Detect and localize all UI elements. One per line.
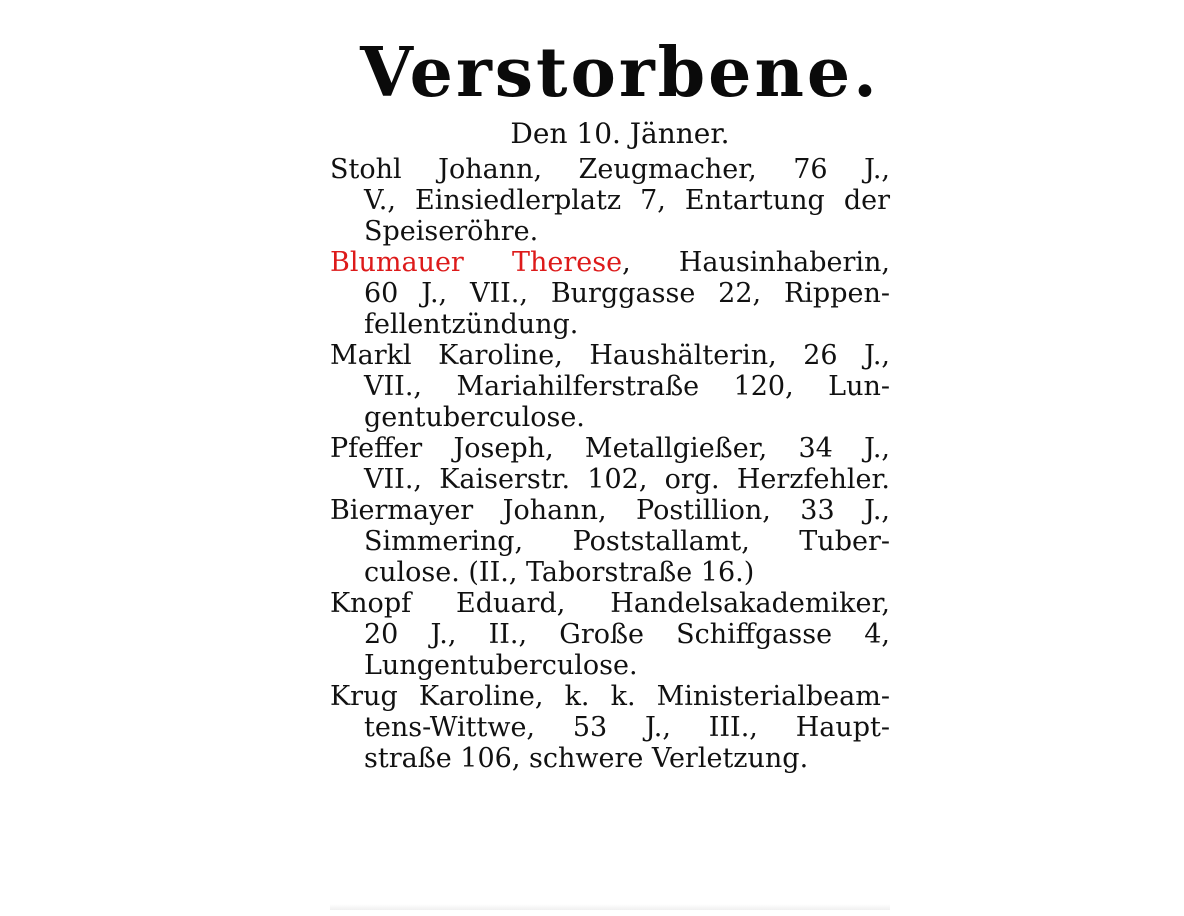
entry-name: Biermayer Johann [330, 495, 598, 526]
date-line: Den 10. Jänner. [510, 117, 730, 150]
death-notice-entry [330, 247, 890, 340]
death-notice-entry [330, 495, 890, 588]
entry-text: 60 J., VII., Burggasse 22, Rippen- [364, 278, 890, 309]
entry-name: Krug Karoline [330, 681, 535, 712]
entry-text: , Postillion, 33 J., [598, 495, 890, 526]
entry-first-line [330, 433, 890, 464]
entry-text: culose. (II., Taborstraße 16.) [364, 557, 755, 588]
entry-text: VII., Mariahilferstraße 120, Lun- [364, 371, 890, 402]
entry-name: Pfeffer Joseph [330, 433, 546, 464]
section-heading: Verstorbene. [360, 33, 880, 113]
entry-text: , Haushälterin, 26 J., [554, 340, 891, 371]
entry-text: 20 J., II., Große Schiffgasse 4, [364, 619, 890, 650]
newspaper-clipping [330, 30, 890, 910]
entry-first-line [330, 247, 890, 278]
entry-name: Knopf Eduard [330, 588, 557, 619]
entry-text: Lungentuberculose. [364, 650, 638, 681]
death-notice-entry [330, 433, 890, 495]
entry-first-line [330, 495, 890, 526]
entry-text: , Zeugmacher, 76 J., [533, 154, 891, 185]
entry-text: VII., Kaiserstr. 102, org. Herzfehler. [364, 464, 890, 495]
entry-first-line [330, 340, 890, 371]
entry-text: V., Einsiedlerplatz 7, Entartung der [364, 185, 890, 216]
entry-text: Speiseröhre. [364, 216, 539, 247]
entry-text: Simmering, Poststallamt, Tuber- [364, 526, 890, 557]
entry-text: , k. k. Ministerialbeam- [534, 681, 890, 712]
clipping-bottom-edge [330, 904, 890, 910]
entry-text: , Hausinhaberin, [622, 247, 890, 278]
entry-first-line [330, 588, 890, 619]
entry-text: gentuberculose. [364, 402, 585, 433]
entry-first-line [330, 154, 890, 185]
death-notice-entry [330, 154, 890, 247]
entry-text: tens-Wittwe, 53 J., III., Haupt- [364, 712, 890, 743]
entry-first-line [330, 681, 890, 712]
entry-name: Markl Karoline [330, 340, 555, 371]
entry-name: Stohl Johann [330, 154, 534, 185]
entry-text: , Handelsakademiker, [556, 588, 890, 619]
entry-text: straße 106, schwere Verletzung. [364, 743, 809, 774]
death-notice-list [330, 154, 890, 774]
death-notice-entry [330, 681, 890, 774]
entry-text: fellentzündung. [364, 309, 579, 340]
entry-text: , Metallgießer, 34 J., [545, 433, 891, 464]
death-notice-entry [330, 340, 890, 433]
entry-name-highlighted: Blumauer Therese [330, 247, 623, 278]
death-notice-entry [330, 588, 890, 681]
